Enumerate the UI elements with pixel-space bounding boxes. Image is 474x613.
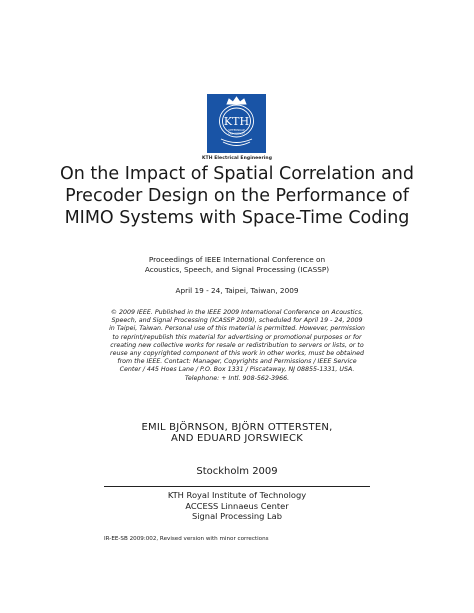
divider <box>104 486 370 487</box>
title-line: MIMO Systems with Space-Time Coding <box>64 208 410 228</box>
institution-line: Signal Processing Lab <box>191 511 283 521</box>
copyright-line: Center / 445 Hoes Lane / P.O. Box 1331 / Piscataway, NJ 08855-1331, USA. <box>119 366 355 374</box>
copyright-line: Speech, and Signal Processing (ICASSP 2009), scheduled for April 19 - 24, 2009 <box>111 317 363 325</box>
proceedings-line: Proceedings of IEEE International Conference on <box>148 255 326 264</box>
logo-caption: KTH Electrical Engineering <box>201 156 273 161</box>
logo-text: KTH <box>223 115 250 128</box>
copyright-line: Telephone: + Intl. 908-562-3966. <box>184 374 290 382</box>
copyright-line: © 2009 IEEE. Published in the IEEE 2009 International Conference on Acoustics, <box>110 309 364 316</box>
institution-line: ACCESS Linnaeus Center <box>185 500 289 511</box>
logo-motto-line2: OCH KONST <box>228 131 245 136</box>
author-list <box>0 422 474 444</box>
title-line: Precoder Design on the Performance of <box>65 186 409 206</box>
crown-icon <box>207 94 266 153</box>
copyright-line: to reprint/republish this material for advertising or promotional purposes or for <box>112 333 362 341</box>
conference-date: April 19 - 24, Taipei, Taiwan, 2009 <box>175 286 299 295</box>
institution-line: KTH Royal Institute of Technology <box>167 490 307 500</box>
copyright-line: in Taipei, Taiwan. Personal use of this material is permitted. However, permission <box>109 325 365 333</box>
title-line: On the Impact of Spatial Correlation and <box>59 164 415 184</box>
proceedings-line: Acoustics, Speech, and Signal Processing (ICASSP) <box>144 265 330 274</box>
logo-motto-line1: VETENSKAP <box>228 128 245 132</box>
copyright-notice <box>104 309 370 383</box>
proceedings-info <box>0 255 474 275</box>
place-year: Stockholm 2009 <box>196 466 278 477</box>
copyright-line: reuse any copyrighted component of this work in other works, must be obtained <box>110 350 364 358</box>
report-number: IR-EE-SB 2009:002, Revised version with minor corrections <box>104 536 269 542</box>
author-line: EMIL BJÖRNSON, BJÖRN OTTERSTEN, <box>141 422 333 433</box>
copyright-line: creating new collective works for resale or redistribution to servers or lists, or to <box>110 341 364 349</box>
copyright-line: from the IEEE. Contact: Manager, Copyrights and Permissions / IEEE Service <box>117 358 357 366</box>
author-line: AND EDUARD JORSWIECK <box>170 433 304 444</box>
kth-logo <box>207 94 266 153</box>
paper-title <box>0 163 474 229</box>
institution-info <box>0 490 474 522</box>
